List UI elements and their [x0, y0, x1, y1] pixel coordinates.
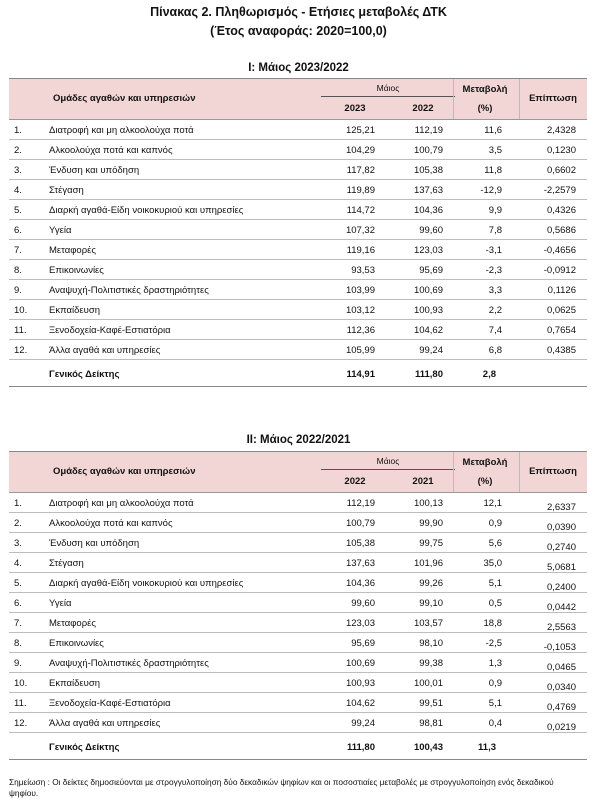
row-value-a: 114,72 [346, 205, 375, 216]
row-label: Αναψυχή-Πολιτιστικές δραστηριότητες [49, 658, 209, 669]
row-number: 11. [14, 325, 27, 336]
row-value-a: 125,21 [345, 125, 375, 136]
row-value-b: 112,19 [414, 125, 443, 136]
table-2-heading: II: Μάιος 2022/2021 [246, 434, 351, 446]
row-impact: 0,0465 [546, 662, 576, 673]
document-title: Πίνακας 2. Πληθωρισμός - Ετήσιες μεταβολές ΔΤΚ [150, 5, 447, 19]
row-impact: 0,0390 [546, 522, 576, 533]
table-row [9, 653, 587, 673]
row-label: Μεταφορές [49, 245, 96, 256]
row-number: 9. [14, 285, 22, 296]
row-label: Άλλα αγαθά και υπηρεσίες [49, 345, 161, 356]
row-label: Διατροφή και μη αλκοολούχα ποτά [49, 498, 194, 509]
row-value-a: 105,99 [345, 345, 375, 356]
row-value-b: 100,79 [413, 145, 443, 156]
row-value-b: 99,38 [419, 658, 443, 669]
table-row [9, 493, 587, 513]
row-number: 11. [14, 698, 27, 709]
header-year-a: 2023 [344, 103, 366, 114]
footnote: Σημείωση : Οι δείκτες δημοσιεύονται με στρογγυλοποίηση δύο δεκαδικών ψηφίων και οι ποσοστιαίες μεταβολές με στρογγυλοποίηση ενός δεκαδικού ψηφίου. [9, 777, 554, 798]
row-number: 8. [14, 265, 22, 276]
row-change: 3,3 [488, 285, 502, 296]
row-number: 10. [14, 305, 28, 316]
row-label: Εκπαίδευση [49, 305, 100, 316]
table-row [9, 160, 587, 180]
row-value-b: 100,01 [413, 678, 443, 689]
row-value-a: 107,32 [345, 225, 375, 236]
row-value-a: 100,69 [345, 658, 375, 669]
total-value-b: 111,80 [414, 369, 443, 380]
row-value-a: 104,29 [345, 145, 375, 156]
row-impact: 2,4328 [546, 125, 576, 136]
row-label: Υγεία [49, 225, 72, 236]
total-value-b: 100,43 [413, 742, 443, 753]
row-change: 0,4 [488, 718, 502, 729]
header-divider [453, 452, 454, 492]
row-impact: -0,1053 [543, 642, 576, 653]
row-number: 7. [14, 245, 22, 256]
row-value-b: 98,81 [419, 718, 443, 729]
header-change: Μεταβολή [462, 84, 508, 95]
row-number: 3. [14, 538, 22, 549]
row-number: 10. [14, 678, 28, 689]
row-number: 1. [14, 498, 22, 509]
row-label: Αναψυχή-Πολιτιστικές δραστηριότητες [49, 285, 209, 296]
row-change: 5,1 [488, 578, 502, 589]
row-change: 18,8 [483, 618, 502, 629]
header-year-b: 2021 [412, 476, 434, 487]
row-number: 1. [14, 125, 22, 136]
row-label: Ένδυση και υπόδηση [49, 538, 140, 549]
row-number: 8. [14, 638, 22, 649]
table-header [9, 79, 587, 120]
row-change: 7,8 [488, 225, 502, 236]
table-row [9, 120, 587, 140]
total-row [9, 360, 587, 386]
row-change: -2,3 [485, 265, 502, 276]
row-label: Αλκοολούχα ποτά και καπνός [49, 518, 173, 529]
header-month: Μάιος [376, 456, 400, 466]
header-change: Μεταβολή [462, 457, 508, 468]
row-value-b: 99,75 [419, 538, 443, 549]
row-number: 12. [14, 718, 28, 729]
document-subtitle: (Έτος αναφοράς: 2020=100,0) [210, 24, 387, 38]
row-change: 35,0 [483, 558, 502, 569]
row-value-a: 103,99 [345, 285, 375, 296]
row-value-a: 119,16 [346, 245, 375, 256]
row-change: 5,6 [488, 538, 502, 549]
row-value-b: 103,57 [413, 618, 443, 629]
row-value-b: 95,69 [419, 265, 443, 276]
row-label: Άλλα αγαθά και υπηρεσίες [49, 718, 161, 729]
row-number: 6. [14, 225, 22, 236]
row-impact: -0,0912 [543, 265, 576, 276]
row-impact: 0,4385 [546, 345, 576, 356]
row-label: Αλκοολούχα ποτά και καπνός [49, 145, 173, 156]
row-label: Διαρκή αγαθά-Είδη νοικοκυριού και υπηρεσίες [49, 578, 244, 589]
table-row [9, 553, 587, 573]
table-row [9, 300, 587, 320]
row-change: 9,9 [488, 205, 502, 216]
row-value-a: 95,69 [351, 638, 375, 649]
row-impact: 0,4769 [546, 702, 576, 713]
row-change: 0,9 [488, 518, 502, 529]
row-change: 7,4 [488, 325, 502, 336]
row-value-a: 103,12 [345, 305, 375, 316]
table-row [9, 260, 587, 280]
row-value-a: 104,62 [345, 698, 375, 709]
total-change: 11,3 [478, 742, 496, 753]
row-value-a: 99,60 [351, 598, 375, 609]
table-row [9, 713, 587, 733]
row-value-b: 104,36 [413, 205, 443, 216]
row-number: 9. [14, 658, 22, 669]
row-change: -2,5 [485, 638, 502, 649]
row-value-b: 99,90 [419, 518, 443, 529]
total-label: Γενικός Δείκτης [49, 742, 120, 753]
cpi-table-1 [9, 78, 587, 387]
header-change-unit: (%) [477, 476, 493, 487]
row-change: 1,3 [488, 658, 502, 669]
row-impact: 2,6337 [546, 502, 576, 513]
row-impact: -0,4656 [543, 245, 576, 256]
total-value-a: 111,80 [346, 742, 375, 753]
table-header [9, 452, 587, 493]
header-impact: Επίπτωση [529, 466, 577, 477]
table-row [9, 693, 587, 713]
row-change: 11,6 [484, 125, 502, 136]
row-change: 0,5 [488, 598, 502, 609]
header-impact: Επίπτωση [529, 93, 577, 104]
row-number: 2. [14, 145, 22, 156]
row-value-b: 104,62 [413, 325, 443, 336]
header-change-unit: (%) [477, 103, 493, 114]
row-number: 2. [14, 518, 22, 529]
total-row [9, 733, 587, 759]
row-impact: 0,2740 [546, 542, 576, 553]
row-impact: 0,1126 [547, 285, 576, 296]
row-impact: 0,4326 [546, 205, 576, 216]
row-number: 4. [14, 185, 22, 196]
row-value-a: 112,19 [346, 498, 375, 509]
row-value-a: 137,63 [345, 558, 375, 569]
table-row [9, 673, 587, 693]
row-value-b: 101,96 [413, 558, 443, 569]
row-value-b: 99,60 [419, 225, 443, 236]
cpi-table-2 [9, 451, 587, 760]
total-label: Γενικός Δείκτης [49, 369, 120, 380]
row-change: 12,1 [483, 498, 502, 509]
total-change: 2,8 [482, 369, 496, 380]
row-change: 6,8 [488, 345, 502, 356]
header-month-underline [321, 469, 455, 470]
row-number: 5. [14, 578, 22, 589]
table-row [9, 320, 587, 340]
row-label: Εκπαίδευση [49, 678, 100, 689]
table-row [9, 593, 587, 613]
table-row [9, 340, 587, 360]
row-value-a: 117,82 [346, 165, 375, 176]
table-row [9, 533, 587, 553]
row-number: 5. [14, 205, 22, 216]
table-row [9, 220, 587, 240]
row-value-a: 100,79 [345, 518, 375, 529]
row-label: Διαρκή αγαθά-Είδη νοικοκυριού και υπηρεσίες [49, 205, 244, 216]
table-row [9, 140, 587, 160]
table-row [9, 633, 587, 653]
row-value-a: 112,36 [346, 325, 375, 336]
row-label: Επικοινωνίες [49, 265, 104, 276]
table-1-heading: I: Μάιος 2023/2022 [248, 62, 349, 74]
row-impact: 0,0219 [546, 722, 576, 733]
row-change: 11,8 [484, 165, 502, 176]
row-impact: 0,5686 [546, 225, 576, 236]
row-label: Υγεία [49, 598, 72, 609]
row-impact: 0,6602 [546, 165, 576, 176]
row-value-a: 100,93 [345, 678, 375, 689]
header-month-underline [321, 96, 455, 97]
row-impact: 0,0442 [546, 602, 576, 613]
table-row [9, 573, 587, 593]
row-value-b: 100,13 [413, 498, 443, 509]
row-impact: 0,1230 [546, 145, 576, 156]
row-value-a: 104,36 [345, 578, 375, 589]
header-groups: Ομάδες αγαθών και υπηρεσιών [53, 93, 196, 104]
table-row [9, 513, 587, 533]
row-value-b: 99,24 [419, 345, 443, 356]
header-year-b: 2022 [412, 103, 434, 114]
table-row [9, 613, 587, 633]
row-change: 0,9 [488, 678, 502, 689]
row-impact: 0,2400 [546, 582, 576, 593]
row-change: -12,9 [480, 185, 502, 196]
row-value-a: 105,38 [345, 538, 375, 549]
row-impact: 0,7654 [546, 325, 576, 336]
row-value-a: 123,03 [345, 618, 375, 629]
row-change: 3,5 [488, 145, 502, 156]
row-value-b: 99,51 [419, 698, 443, 709]
row-value-b: 105,38 [413, 165, 443, 176]
header-divider [519, 452, 520, 492]
row-impact: 0,0625 [546, 305, 576, 316]
header-year-a: 2022 [344, 476, 366, 487]
row-impact: -2,2579 [543, 185, 576, 196]
row-impact: 5,0681 [546, 562, 576, 573]
row-change: -3,1 [485, 245, 502, 256]
row-number: 7. [14, 618, 22, 629]
row-impact: 0,0340 [546, 682, 576, 693]
row-value-b: 100,69 [413, 285, 443, 296]
row-number: 3. [14, 165, 22, 176]
row-value-b: 123,03 [413, 245, 443, 256]
row-number: 4. [14, 558, 22, 569]
row-label: Στέγαση [49, 185, 84, 196]
row-number: 12. [14, 345, 28, 356]
row-value-a: 119,89 [346, 185, 375, 196]
row-value-b: 137,63 [413, 185, 443, 196]
row-label: Ένδυση και υπόδηση [49, 165, 140, 176]
row-impact: 2,5563 [546, 622, 576, 633]
row-label: Ξενοδοχεία-Καφέ-Εστιατόρια [49, 325, 171, 336]
row-label: Μεταφορές [49, 618, 96, 629]
table-row [9, 180, 587, 200]
row-value-b: 100,93 [413, 305, 443, 316]
row-value-b: 98,10 [419, 638, 443, 649]
row-label: Στέγαση [49, 558, 84, 569]
row-value-a: 99,24 [351, 718, 375, 729]
header-divider [519, 79, 520, 119]
table-row [9, 240, 587, 260]
row-label: Επικοινωνίες [49, 638, 104, 649]
header-groups: Ομάδες αγαθών και υπηρεσιών [53, 466, 196, 477]
table-row [9, 200, 587, 220]
row-change: 2,2 [488, 305, 502, 316]
header-divider [453, 79, 454, 119]
row-value-a: 93,53 [351, 265, 375, 276]
table-row [9, 280, 587, 300]
row-value-b: 99,10 [419, 598, 443, 609]
row-label: Διατροφή και μη αλκοολούχα ποτά [49, 125, 194, 136]
row-change: 5,1 [488, 698, 502, 709]
row-number: 6. [14, 598, 22, 609]
row-value-b: 99,26 [419, 578, 443, 589]
total-value-a: 114,91 [346, 369, 375, 380]
row-label: Ξενοδοχεία-Καφέ-Εστιατόρια [49, 698, 171, 709]
header-month: Μάιος [376, 83, 400, 93]
